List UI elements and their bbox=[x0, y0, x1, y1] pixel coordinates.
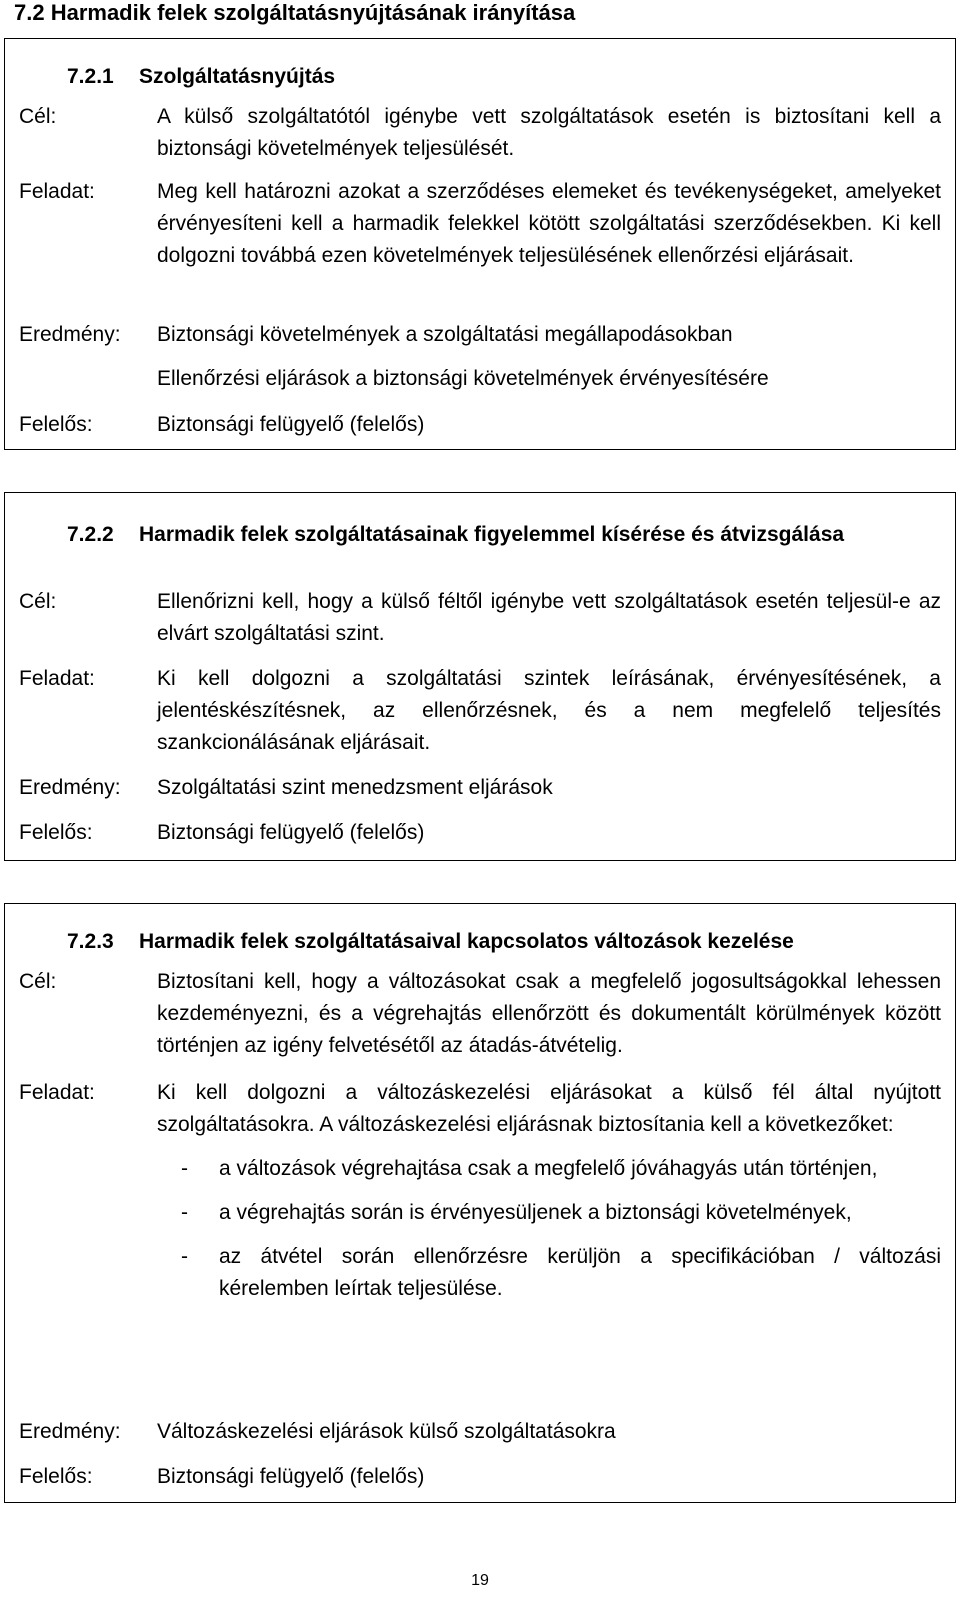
feladat-text: Ki kell dolgozni a szolgáltatási szintek leírásának, érvényesítésének, a jelentéskészítésnek, az ellenőrzésnek, és a nem megfelelő teljesítés szankcionálásának eljárásait. bbox=[157, 667, 941, 754]
cel-text: Biztosítani kell, hogy a változásokat csak a megfelelő jogosultságokkal lehessen kezdeményezni, és a végrehajtás ellenőrzött és dokumentált körülmények között történjen az igény felvetésétől az átadás-átvételig. bbox=[157, 970, 941, 1057]
felelos-text: Biztonsági felügyelő (felelős) bbox=[157, 1465, 425, 1488]
section-number: 7.2.1 bbox=[67, 65, 114, 88]
list-dash: - bbox=[181, 1245, 188, 1268]
eredmeny-item: Biztonsági követelmények a szolgáltatási megállapodásokban bbox=[157, 323, 733, 346]
felelos-text: Biztonsági felügyelő (felelős) bbox=[157, 821, 425, 844]
list-item-text: a változások végrehajtása csak a megfelelő jóváhagyás után történjen, bbox=[219, 1157, 878, 1180]
section-box-7-2-1 bbox=[4, 38, 956, 450]
section-number: 7.2.2 bbox=[67, 523, 114, 546]
label-cel: Cél: bbox=[19, 970, 57, 993]
page-heading: 7.2 Harmadik felek szolgáltatásnyújtásának irányítása bbox=[14, 0, 576, 25]
section-title-text: Harmadik felek szolgáltatásainak figyelemmel kísérése és átvizsgálása bbox=[139, 523, 845, 546]
eredmeny-content bbox=[157, 319, 941, 395]
label-eredmeny: Eredmény: bbox=[19, 1420, 121, 1443]
section-box-7-2-3 bbox=[4, 903, 956, 1503]
list-item bbox=[157, 1197, 941, 1229]
section-title-text: Harmadik felek szolgáltatásaival kapcsolatos változások kezelése bbox=[139, 930, 794, 953]
list-item bbox=[157, 1153, 941, 1185]
label-feladat: Feladat: bbox=[19, 667, 95, 690]
feladat-content bbox=[157, 1077, 941, 1305]
felelos-text: Biztonsági felügyelő (felelős) bbox=[157, 413, 425, 436]
label-eredmeny: Eredmény: bbox=[19, 323, 121, 346]
list-dash: - bbox=[181, 1201, 188, 1224]
list-item-text: a végrehajtás során is érvényesüljenek a biztonsági követelmények, bbox=[219, 1201, 852, 1224]
eredmeny-item: Ellenőrzési eljárások a biztonsági követelmények érvényesítésére bbox=[157, 367, 769, 390]
list-item bbox=[157, 1241, 941, 1305]
section-title bbox=[67, 928, 935, 956]
label-felelos: Felelős: bbox=[19, 413, 93, 436]
label-cel: Cél: bbox=[19, 105, 57, 128]
section-title bbox=[67, 521, 935, 549]
cel-text: A külső szolgáltatótól igénybe vett szolgáltatások esetén is biztosítani kell a biztonsági követelmények teljesülését. bbox=[157, 105, 941, 160]
label-felelos: Felelős: bbox=[19, 821, 93, 844]
section-title bbox=[67, 63, 935, 91]
section-number: 7.2.3 bbox=[67, 930, 114, 953]
eredmeny-item: Változáskezelési eljárások külső szolgáltatásokra bbox=[157, 1420, 616, 1443]
label-feladat: Feladat: bbox=[19, 1081, 95, 1104]
page-number: 19 bbox=[471, 1572, 489, 1589]
list-item-text: az átvétel során ellenőrzésre kerüljön a specifikációban / változási kérelemben leírtak teljesülése. bbox=[219, 1245, 941, 1300]
label-feladat: Feladat: bbox=[19, 180, 95, 203]
label-eredmeny: Eredmény: bbox=[19, 776, 121, 799]
feladat-text: Ki kell dolgozni a változáskezelési eljárásokat a külső fél által nyújtott szolgáltatásokra. A változáskezelési eljárásnak biztosítania kell a következőket: bbox=[157, 1081, 941, 1136]
list-dash: - bbox=[181, 1157, 188, 1180]
section-title-text: Szolgáltatásnyújtás bbox=[139, 65, 336, 88]
label-cel: Cél: bbox=[19, 590, 57, 613]
label-felelos: Felelős: bbox=[19, 1465, 93, 1488]
feladat-text: Meg kell határozni azokat a szerződéses elemeket és tevékenységeket, amelyeket érvényesíteni kell a harmadik felekkel kötött szolgáltatási szerződésekben. Ki kell dolgozni továbbá ezen követelmények teljesülésének ellenőrzési eljárásait. bbox=[157, 180, 941, 267]
section-box-7-2-2 bbox=[4, 492, 956, 861]
feladat-list bbox=[157, 1153, 941, 1305]
cel-text: Ellenőrizni kell, hogy a külső féltől igénybe vett szolgáltatások esetén teljesül-e az elvárt szolgáltatási szint. bbox=[157, 590, 941, 645]
eredmeny-item: Szolgáltatási szint menedzsment eljárások bbox=[157, 776, 553, 799]
